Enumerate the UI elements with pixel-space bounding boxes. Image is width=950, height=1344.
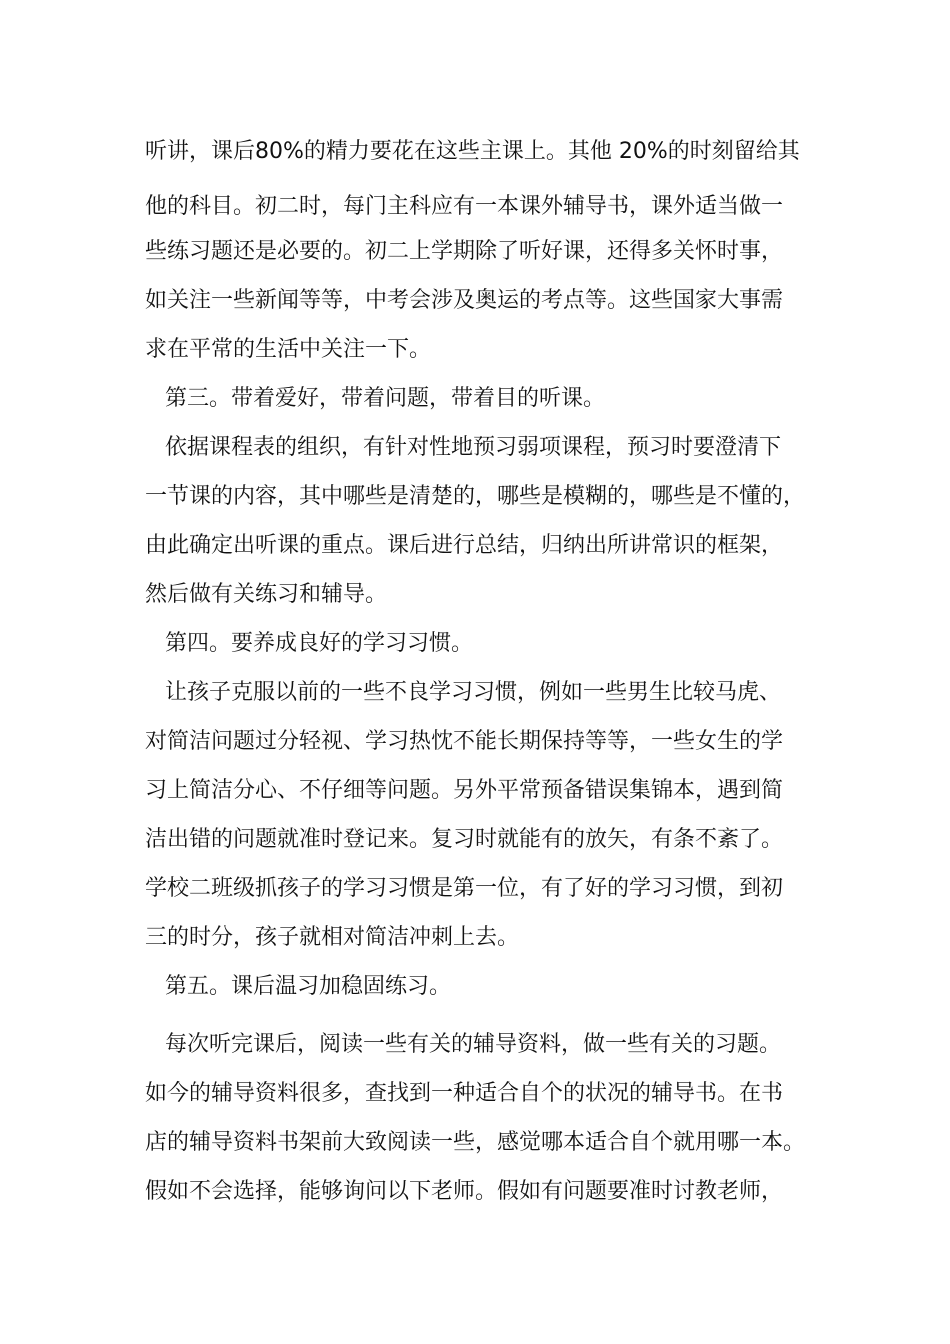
paragraph-line-16: 每次听完课后，阅读一些有关的辅导资料，做一些有关的习题。 (165, 1032, 782, 1057)
paragraph-line-5: 求在平常的生活中关注一下。 (145, 337, 432, 362)
paragraph-line-7: 一节课的内容，其中哪些是清楚的，哪些是模糊的，哪些是不懂的， (145, 484, 806, 509)
paragraph-line-4: 如关注一些新闻等等，中考会涉及奥运的考点等。这些国家大事需 (145, 288, 784, 313)
paragraph-line-11: 对简洁问题过分轻视、学习热忱不能长期保持等等，一些女生的学 (145, 729, 784, 754)
paragraph-line-6: 依据课程表的组织，有针对性地预习弱项课程，预习时要澄清下 (165, 435, 782, 460)
paragraph-line-15: 三的时分，孩子就相对简洁冲刺上去。 (145, 925, 520, 950)
section-heading-5: 第五。课后温习加稳固练习。 (165, 974, 452, 999)
paragraph-line-17: 如今的辅导资料很多，查找到一种适合自个的状况的辅导书。在书 (145, 1081, 784, 1106)
paragraph-line-18: 店的辅导资料书架前大致阅读一些，感觉哪本适合自个就用哪一本。 (145, 1130, 806, 1155)
paragraph-line-13: 洁出错的问题就准时登记来。复习时就能有的放矢，有条不紊了。 (145, 827, 784, 852)
paragraph-line-2: 他的科目。初二时，每门主科应有一本课外辅导书，课外适当做一 (145, 194, 784, 219)
paragraph-line-10: 让孩子克服以前的一些不良学习习惯，例如一些男生比较马虎、 (165, 680, 782, 705)
paragraph-line-19: 假如不会选择，能够询问以下老师。假如有问题要准时讨教老师， (145, 1179, 784, 1204)
section-heading-3: 第三。带着爱好，带着问题，带着目的听课。 (165, 386, 606, 411)
paragraph-line-8: 由此确定出听课的重点。课后进行总结，归纳出所讲常识的框架， (145, 533, 784, 558)
paragraph-line-9: 然后做有关练习和辅导。 (145, 582, 388, 607)
paragraph-line-1: 听讲，课后80%的精力要花在这些主课上。其他 20%的时刻留给其 (145, 139, 800, 164)
section-heading-4: 第四。要养成良好的学习习惯。 (165, 631, 474, 656)
paragraph-line-14: 学校二班级抓孩子的学习习惯是第一位，有了好的学习习惯，到初 (145, 876, 784, 901)
paragraph-line-3: 些练习题还是必要的。初二上学期除了听好课，还得多关怀时事， (145, 239, 784, 264)
paragraph-line-12: 习上简洁分心、不仔细等问题。另外平常预备错误集锦本，遇到简 (145, 778, 784, 803)
